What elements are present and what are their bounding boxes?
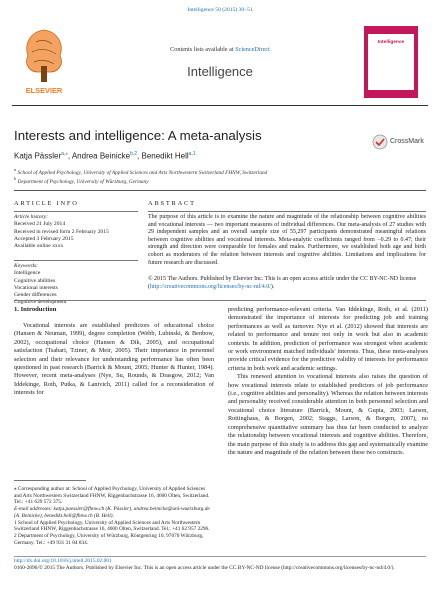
footnote: 2 Department of Psychology, University of Würzburg, Röntgenring 10, 97070 Würzburg, Germany. Tel.: +49 931 31 84 834.: [14, 532, 204, 546]
abstract-rule: [148, 211, 426, 212]
footnote-email[interactable]: E-mail addresses: katja.paessler@fhnw.ch (K. Pässler), andrea.beinicke@uni-wuerzburg.de (A. Beinicke), benedikt.hell@fhnw.ch (B. Hell).: [14, 506, 210, 519]
doi-link[interactable]: http://dx.doi.org/10.1016/j.intell.2015.02.001: [14, 558, 112, 564]
contents-line: [82, 46, 358, 53]
affiliation-text: Department of Psychology, University of Würzburg, Germany: [17, 178, 149, 185]
intro-column-1: [14, 322, 214, 398]
page-footer: [14, 558, 426, 572]
author-sup[interactable]: a,⁎: [61, 151, 68, 157]
keyword: Gender differences: [14, 292, 57, 299]
elsevier-tree-logo: [16, 22, 72, 98]
footnote: 1 School of Applied Psychology, University of Applied Sciences and Arts Northwestern Switzerland FHNW, Riggenbachstrasse 16, 4600 Olten, Switzerland. Tel.: +41 62 957 2296.: [14, 519, 210, 533]
cover-title: Intelligence: [377, 40, 405, 45]
author-list: Katja Pässler$^{a,⁎}$, Andrea Beinicke$^{b,2}$, Benedikt Hell$^{a,1}$: [14, 151, 196, 161]
affiliation-sup: b: [14, 176, 17, 181]
info-rule: [14, 260, 138, 261]
license-link[interactable]: http://creativecommons.org/licenses/by-nc-nd/4.0/: [150, 283, 271, 290]
intro-column-2: [228, 306, 428, 457]
author-sup[interactable]: a,1: [188, 151, 196, 157]
cover-panel: [368, 34, 414, 90]
footnote: ⁎ Corresponding author at: School of Applied Psychology, University of Applied Sciences and Arts Northwestern Switzerland FHNW, Riggenbachstrasse 16, 4600 Olten, Switzerland. Tel.: +41 629 572 375.: [14, 486, 210, 506]
journal-reference[interactable]: Intelligence 50 (2015) 30–51: [187, 7, 253, 13]
affiliation-sup: a: [14, 167, 17, 172]
keyword: Cognitive development: [14, 299, 67, 306]
publisher-wordmark: ELSEVIER: [25, 86, 63, 95]
author-sup[interactable]: b,2: [130, 151, 138, 157]
affiliation: [14, 176, 414, 185]
paragraph: Vocational interests are established predictors of educational choice (Hansen & Neuman, 1999), degree completion (Webb, Lubinski, & Benbow, 2002), occupational choice (Hansen & Dik, 2005), and occupational satisfaction (Tsabari, Tziner, & Meir, 2005). Their importance in personnel selection and their relevance for understanding performance has often been questioned in past research (Barrick & Mount, 2005; Hunter & Hunter, 1984). However, recent meta-analyses (Nye, Su, Rounds, & Drasgow, 2012; Van Iddekinge, Roth, Putka, & Lanivich, 2011) called for a reconsideration of interests for: [14, 322, 214, 397]
keyword: Intelligence: [14, 270, 41, 277]
header-rule: [12, 105, 428, 106]
crossmark-label: CrossMark: [390, 138, 424, 145]
section-rule: [14, 190, 426, 191]
author-name: Andrea Beinicke: [71, 151, 131, 161]
keywords-label: Keywords:: [14, 263, 39, 269]
author-name: Benedikt Hell: [141, 151, 189, 161]
affiliation: [14, 167, 414, 176]
article-history: [14, 214, 138, 250]
journal-name: Intelligence: [187, 64, 253, 79]
footer-license: 0160-2896/© 2015 The Authors. Published by Elsevier Inc. This is an open access article under the CC BY-NC-ND license (http://creativecommons.org/licenses/by-nc-nd/4.0/).: [14, 564, 395, 571]
affiliation-text: School of Applied Psychology, University of Applied Sciences and Arts Northwestern Switzerland FHNW, Switzerland: [17, 169, 268, 176]
contents-prefix: Contents lists available at: [170, 46, 236, 53]
history-item: Available online xxxx: [14, 243, 64, 250]
abstract-license: [148, 276, 426, 291]
license-prefix: © 2015 The Authors. Published by Elsevier Inc. This is an open access article under the CC BY-NC-ND license (: [148, 276, 417, 290]
abstract-text: The purpose of this article is to examine the nature and magnitude of the relationship between cognitive abilities and vocational interests — two important measures of individual differences. Our meta-analysis of 27 studies with 29 independent samples and an overall sample size of 55,297 participants demonstrated meaningful relations between cognitive abilities and vocational interests. Meta-analytic coefficients ranged from −0.29 to 0.47; their strength and direction were comparable for females and males. Furthermore, we established both age and birth cohort as moderators of the relation between interests and cognitive abilities. Limitations and implications for future research are discussed.: [148, 214, 426, 266]
abstract-heading: ABSTRACT: [148, 200, 196, 207]
crossmark-icon: [372, 134, 388, 150]
info-rule: [14, 211, 138, 212]
footnote-rule: [14, 480, 86, 481]
footer-rule: [14, 556, 426, 557]
history-item: Received in revised form 2 February 2015: [14, 228, 109, 235]
section-heading: 1. Introduction: [14, 306, 57, 313]
paragraph: predicting performance-relevant criteria. Van Iddekinge, Roth, et al. (2011) demonstrated the importance of interests for predicting job and training performances as well as turnover. Nye et al. (2012) showed that interests are related to performance and tenure not only in work but also in academic contexts. In addition, prediction of performance was strongest when academic or work environment matched individuals' interests. Thus, these meta-analyses provide critical evidence for the predictive validity of interests for performance criteria in both work and academic settings.: [228, 306, 428, 372]
crossmark-badge[interactable]: [372, 134, 432, 152]
license-suffix: ).: [270, 283, 275, 290]
journal-cover-thumbnail: [364, 26, 418, 98]
keyword: Cognitive abilities: [14, 277, 56, 284]
keyword: Vocational interests: [14, 284, 58, 291]
section-rule: [14, 300, 426, 301]
history-item: Accepted 3 February 2015: [14, 235, 74, 242]
author-name: Katja Pässler: [14, 151, 62, 161]
history-item: Received 21 July 2014: [14, 221, 66, 228]
sciencedirect-link[interactable]: ScienceDirect: [235, 46, 270, 53]
article-info-heading: ARTICLE INFO: [14, 200, 79, 207]
paragraph: This renewed attention to vocational interests also raises the question of how vocational interests relate to established predictors of job performance (i.e., cognitive abilities and personality). Whereas the relation between interests and personality received considerable attention in both personnel selection and vocational choice literature (Barrick, Mount, & Gupta, 2003; Larson, Rottinghaus, & Borgen, 2002; Staggs, Larson, & Borgen, 2007), no comprehensive quantitative summary has thus far been conducted to analyze the relationship between vocational interests and cognitive abilities. Therefore, the main purpose of this study is to address this gap and systematically examine the nature and magnitude of the relation between these two constructs.: [228, 373, 428, 456]
footnotes: [14, 486, 214, 546]
history-label: Article history:: [14, 214, 49, 220]
paper-title: Interests and intelligence: A meta-analysis: [14, 128, 262, 143]
